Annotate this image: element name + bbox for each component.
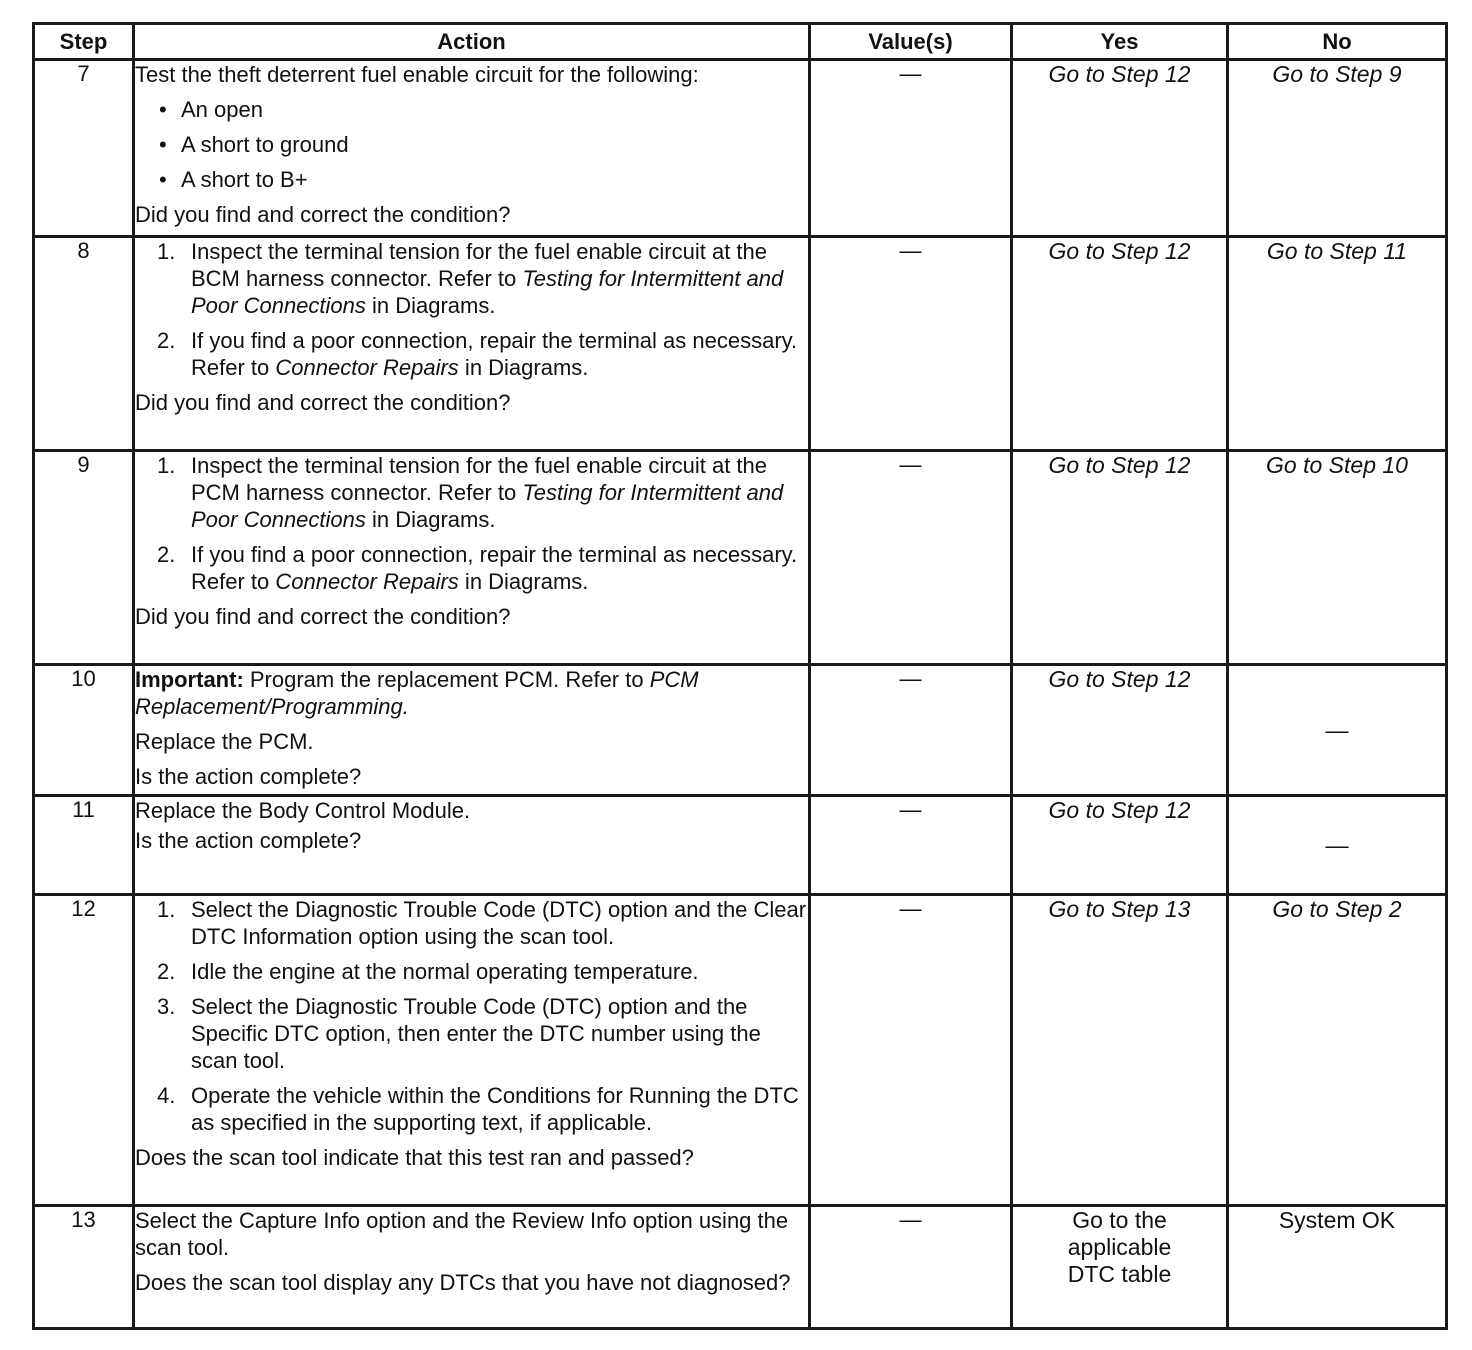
item-text: Select the Diagnostic Trouble Code (DTC) option and the Specific DTC option, then enter the DTC number using the scan tool. bbox=[191, 994, 761, 1073]
numbered-list bbox=[135, 452, 808, 595]
value-cell: — bbox=[810, 237, 1012, 451]
item-text: Inspect the terminal tension for the fuel enable circuit at the BCM harness connector. Refer to bbox=[191, 239, 767, 291]
table-row bbox=[34, 451, 1447, 665]
list-item bbox=[135, 993, 808, 1074]
step-number: 8 bbox=[34, 237, 134, 451]
no-cell: Go to Step 10 bbox=[1228, 451, 1447, 665]
list-item: • A short to B+ bbox=[135, 166, 808, 193]
list-item: • An open bbox=[135, 96, 808, 123]
item-text: Operate the vehicle within the Conditions for Running the DTC as specified in the supporting text, if applicable. bbox=[191, 1083, 799, 1135]
list-item bbox=[135, 452, 808, 533]
header-action: Action bbox=[134, 24, 810, 60]
list-item bbox=[135, 958, 808, 985]
numbered-list bbox=[135, 896, 808, 1136]
item-text-end: in Diagrams. bbox=[458, 355, 589, 380]
item-number: 3. bbox=[157, 994, 176, 1019]
no-cell: — bbox=[1228, 665, 1447, 796]
action-question: Did you find and correct the condition? bbox=[135, 390, 511, 415]
action-question: Is the action complete? bbox=[135, 828, 362, 853]
table-row bbox=[34, 796, 1447, 895]
item-reference: Connector Repairs bbox=[275, 569, 459, 594]
numbered-list bbox=[135, 238, 808, 381]
header-yes: Yes bbox=[1012, 24, 1228, 60]
list-item: • A short to ground bbox=[135, 131, 808, 158]
value-cell: — bbox=[810, 665, 1012, 796]
step-number: 11 bbox=[34, 796, 134, 895]
header-row bbox=[34, 24, 1447, 60]
list-item bbox=[135, 541, 808, 595]
item-number: 2. bbox=[157, 959, 176, 984]
step-number: 13 bbox=[34, 1206, 134, 1329]
condition-list bbox=[135, 96, 808, 193]
important-label: Important: bbox=[135, 667, 244, 692]
item-reference: Connector Repairs bbox=[275, 355, 459, 380]
value-cell: — bbox=[810, 60, 1012, 237]
yes-cell: Go to Step 13 bbox=[1012, 895, 1228, 1206]
item-reference: Testing for Intermittent and Poor Connections bbox=[191, 480, 784, 532]
item-text: If you find a poor connection, repair the terminal as necessary. Refer to bbox=[191, 542, 798, 594]
value-cell: — bbox=[810, 1206, 1012, 1329]
item-number: 2. bbox=[157, 328, 176, 353]
list-item bbox=[135, 1082, 808, 1136]
no-cell: System OK bbox=[1228, 1206, 1447, 1329]
yes-cell: Go to Step 12 bbox=[1012, 451, 1228, 665]
item-number: 2. bbox=[157, 542, 176, 567]
item-number: 4. bbox=[157, 1083, 176, 1108]
table-row bbox=[34, 60, 1447, 237]
header-values: Value(s) bbox=[810, 24, 1012, 60]
item-text-end: in Diagrams. bbox=[365, 507, 496, 532]
yes-cell: Go to the applicable DTC table bbox=[1012, 1206, 1228, 1329]
action-question: Is the action complete? bbox=[135, 764, 362, 789]
item-text: Select the Diagnostic Trouble Code (DTC) option and the Clear DTC Information option using the scan tool. bbox=[191, 897, 807, 949]
action-question: Does the scan tool indicate that this test ran and passed? bbox=[135, 1145, 694, 1170]
no-cell: Go to Step 9 bbox=[1228, 60, 1447, 237]
diagnostic-table bbox=[32, 22, 1448, 1330]
action-question: Did you find and correct the condition? bbox=[135, 202, 511, 227]
item-reference: Testing for Intermittent and Poor Connections bbox=[191, 266, 784, 318]
step-number: 12 bbox=[34, 895, 134, 1206]
list-item bbox=[135, 896, 808, 950]
header-step: Step bbox=[34, 24, 134, 60]
action-instruction: Select the Capture Info option and the Review Info option using the scan tool. bbox=[135, 1208, 789, 1260]
item-text: Inspect the terminal tension for the fuel enable circuit at the PCM harness connector. Refer to bbox=[191, 453, 767, 505]
item-number: 1. bbox=[157, 453, 176, 478]
action-cell bbox=[134, 451, 810, 665]
yes-cell: Go to Step 12 bbox=[1012, 665, 1228, 796]
no-cell: — bbox=[1228, 796, 1447, 895]
item-text-end: in Diagrams. bbox=[458, 569, 589, 594]
yes-cell: Go to Step 12 bbox=[1012, 237, 1228, 451]
item-text: Idle the engine at the normal operating temperature. bbox=[191, 959, 699, 984]
table-row bbox=[34, 665, 1447, 796]
item-text-end: in Diagrams. bbox=[365, 293, 496, 318]
step-number: 7 bbox=[34, 60, 134, 237]
important-reference: PCM Replacement/Programming. bbox=[135, 667, 699, 719]
table-row bbox=[34, 237, 1447, 451]
action-instruction: Replace the Body Control Module. bbox=[135, 798, 471, 823]
step-number: 10 bbox=[34, 665, 134, 796]
step-number: 9 bbox=[34, 451, 134, 665]
action-cell bbox=[134, 895, 810, 1206]
table-row bbox=[34, 895, 1447, 1206]
value-cell: — bbox=[810, 451, 1012, 665]
table-row bbox=[34, 1206, 1447, 1329]
item-text: If you find a poor connection, repair the terminal as necessary. Refer to bbox=[191, 328, 798, 380]
action-question: Does the scan tool display any DTCs that you have not diagnosed? bbox=[135, 1270, 791, 1295]
action-cell bbox=[134, 237, 810, 451]
item-number: 1. bbox=[157, 239, 176, 264]
action-instruction: Replace the PCM. bbox=[135, 729, 314, 754]
list-item bbox=[135, 327, 808, 381]
action-cell bbox=[134, 665, 810, 796]
value-cell: — bbox=[810, 796, 1012, 895]
action-question: Did you find and correct the condition? bbox=[135, 604, 511, 629]
action-cell bbox=[134, 60, 810, 237]
header-no: No bbox=[1228, 24, 1447, 60]
list-item bbox=[135, 238, 808, 319]
important-note bbox=[135, 666, 808, 720]
action-cell bbox=[134, 1206, 810, 1329]
no-cell: Go to Step 11 bbox=[1228, 237, 1447, 451]
value-cell: — bbox=[810, 895, 1012, 1206]
item-number: 1. bbox=[157, 897, 176, 922]
action-intro: Test the theft deterrent fuel enable circuit for the following: bbox=[135, 62, 699, 87]
yes-cell: Go to Step 12 bbox=[1012, 60, 1228, 237]
important-text: Program the replacement PCM. Refer to bbox=[243, 667, 650, 692]
yes-cell: Go to Step 12 bbox=[1012, 796, 1228, 895]
no-cell: Go to Step 2 bbox=[1228, 895, 1447, 1206]
action-cell bbox=[134, 796, 810, 895]
